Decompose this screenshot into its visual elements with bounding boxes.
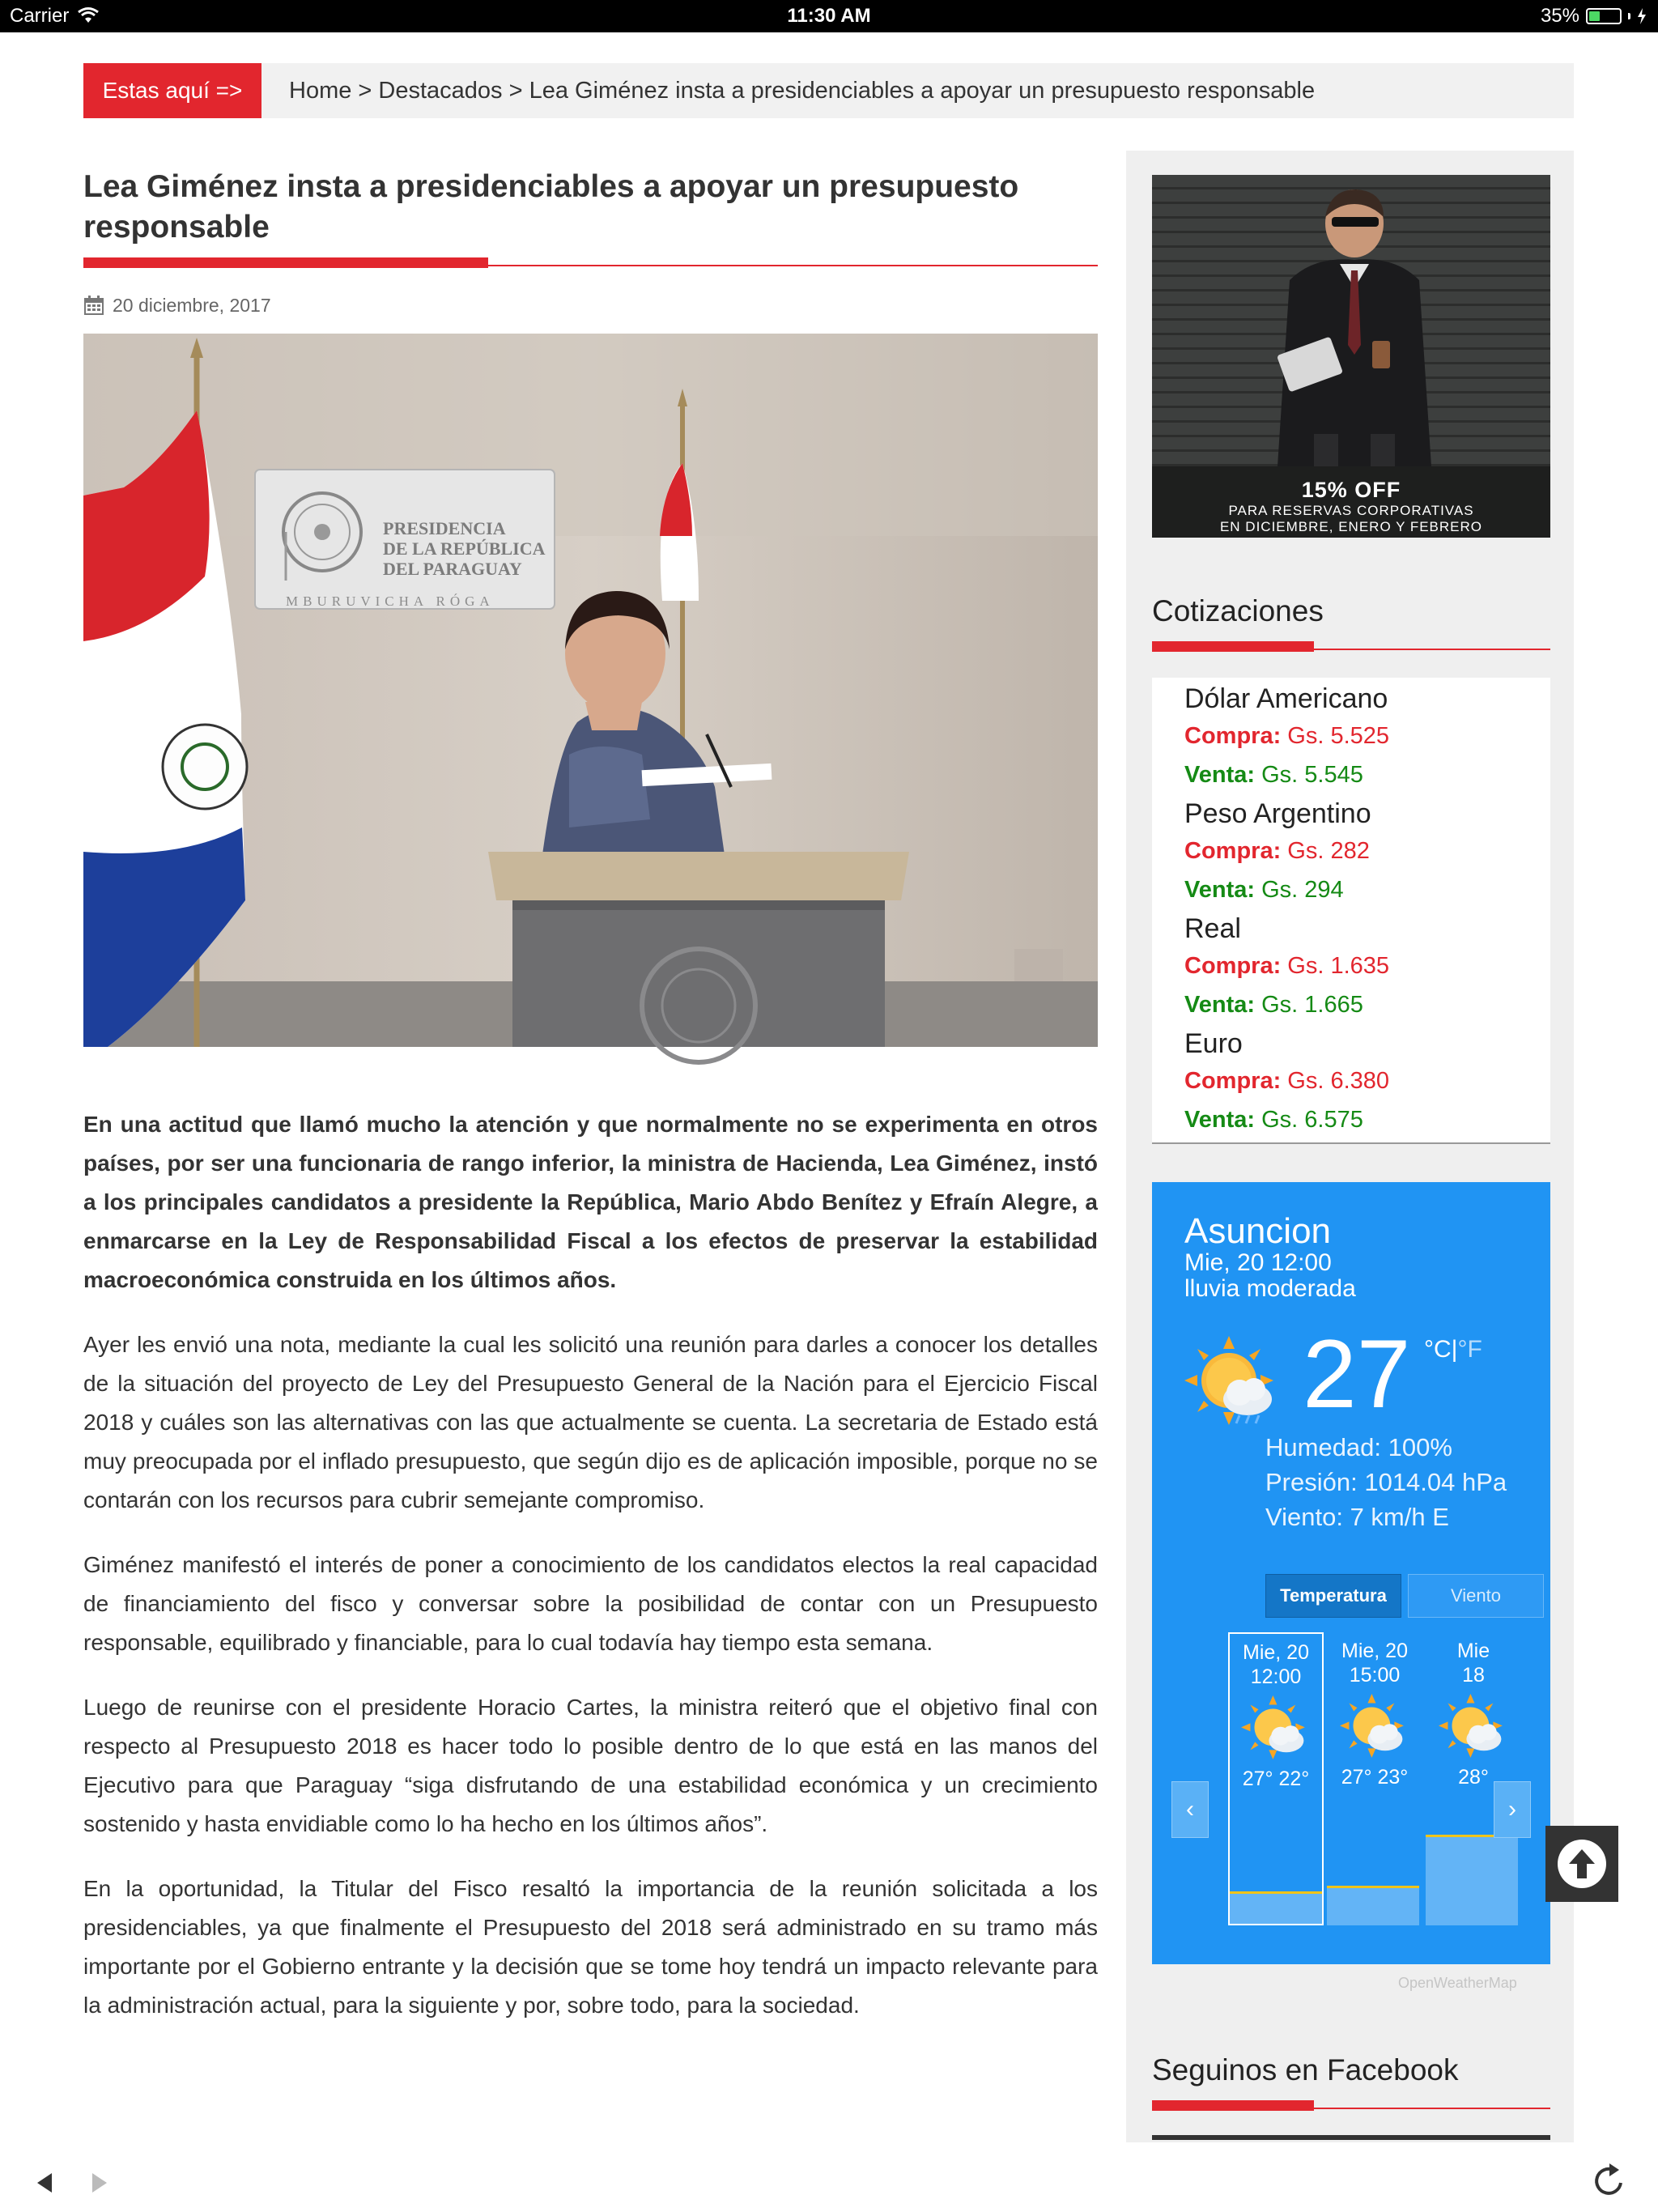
weather-description: lluvia moderada bbox=[1184, 1275, 1356, 1302]
clock: 11:30 AM bbox=[787, 5, 871, 27]
battery-status bbox=[1541, 5, 1647, 28]
article bbox=[83, 167, 1098, 2051]
forecast-day: Mie bbox=[1456, 1640, 1490, 1662]
article-paragraph: Giménez manifestó el interés de poner a conocimiento de los candidatos electos la real capacidad de financiamiento del fisco y conversar sobre la posibilidad de contar con un Presupuesto responsable, equilibrado y financiable, para lo cual todavía hay tiempo esta semana. bbox=[83, 1552, 1098, 1655]
forward-arrow-icon[interactable] bbox=[89, 2172, 110, 2194]
facebook-underline bbox=[1152, 2100, 1550, 2112]
buy-value: Gs. 1.635 bbox=[1287, 953, 1390, 979]
sell-label: Venta: bbox=[1184, 1107, 1256, 1133]
forecast-prev-button[interactable] bbox=[1171, 1781, 1209, 1838]
chevron-right-icon: › bbox=[1508, 1796, 1516, 1823]
rate-item bbox=[1184, 1026, 1550, 1139]
forecast-bar bbox=[1327, 1886, 1419, 1925]
weather-tabs bbox=[1265, 1574, 1544, 1618]
ad-banner[interactable] bbox=[1152, 175, 1550, 538]
sell-value: Gs. 294 bbox=[1261, 877, 1344, 903]
currency-name: Dólar Americano bbox=[1184, 683, 1388, 714]
forecast-bar bbox=[1230, 1891, 1322, 1924]
status-bar bbox=[0, 0, 1658, 32]
weather-temperature: 27 bbox=[1303, 1320, 1411, 1428]
weather-pressure: Presión: 1014.04 hPa bbox=[1265, 1468, 1507, 1496]
rate-item bbox=[1184, 796, 1550, 909]
forecast-temps: 27° 23° bbox=[1341, 1766, 1409, 1789]
rate-item bbox=[1184, 681, 1550, 794]
buy-label: Compra: bbox=[1184, 1068, 1282, 1094]
forecast-temps: 28° bbox=[1458, 1766, 1489, 1789]
forecast-day: Mie, 20 bbox=[1341, 1640, 1408, 1662]
facebook-embed-edge bbox=[1152, 2135, 1550, 2140]
date-text: 20 diciembre, 2017 bbox=[113, 294, 271, 316]
forecast-strip bbox=[1228, 1632, 1490, 1925]
carrier-name: Carrier bbox=[10, 5, 70, 27]
charging-bolt-icon bbox=[1637, 8, 1647, 24]
sell-value: Gs. 1.665 bbox=[1261, 992, 1363, 1018]
sell-label: Venta: bbox=[1184, 992, 1256, 1018]
article-lead-paragraph: En una actitud que llamó mucho la atención y que normalmente no se experimenta en otros países, por ser una funcionaria de rango inferior, la ministra de Hacienda, Lea Giménez, instó a los principales candidatos a presidente la República, Mario Abdo Benítez y Efraín Alegre, a enmarcarse en la Ley de Responsabilidad Fiscal a los efectos de preservar la estabilidad macroeconómica construida en los últimos años. bbox=[83, 1112, 1098, 1292]
article-photo bbox=[83, 334, 1098, 1047]
breadcrumb-label: Estas aquí => bbox=[83, 63, 261, 118]
forecast-time: 15:00 bbox=[1349, 1664, 1401, 1687]
article-paragraph: En la oportunidad, la Titular del Fisco resaltó la importancia de la reunión solicitada a los presidenciables, ya que finalmente el Presupuesto del 2018 será administrado en su tramo más importante por el Gobierno entrante y la decisión que se tome hoy tendrá un impacto relevante para la administración actual, para la siguiente y por, sobre todo, para la sociedad. bbox=[83, 1876, 1098, 2018]
rate-item bbox=[1184, 911, 1550, 1024]
buy-value: Gs. 5.525 bbox=[1287, 723, 1390, 749]
unit-celsius[interactable]: °C bbox=[1424, 1336, 1452, 1363]
ad-headline: 15% OFF bbox=[1301, 478, 1401, 502]
browser-toolbar bbox=[0, 2154, 1658, 2212]
unit-separator: | bbox=[1451, 1336, 1458, 1363]
weather-wind: Viento: 7 km/h E bbox=[1265, 1503, 1449, 1531]
sell-value: Gs. 5.545 bbox=[1261, 762, 1363, 788]
buy-label: Compra: bbox=[1184, 838, 1282, 864]
forecast-slot[interactable] bbox=[1327, 1632, 1422, 1925]
ad-line-2: EN DICIEMBRE, ENERO Y FEBRERO bbox=[1219, 519, 1483, 534]
sidebar bbox=[1126, 151, 1574, 2142]
exchange-rates-list bbox=[1152, 678, 1550, 1144]
breadcrumb bbox=[83, 63, 1574, 118]
sign-line-2: DE LA REPÚBLICA bbox=[383, 538, 546, 559]
tab-viento[interactable]: Viento bbox=[1408, 1574, 1544, 1618]
buy-label: Compra: bbox=[1184, 953, 1282, 979]
sign-line-1: PRESIDENCIA bbox=[383, 518, 506, 538]
sell-label: Venta: bbox=[1184, 877, 1256, 903]
calendar-icon bbox=[83, 295, 104, 316]
forecast-temps: 27° 22° bbox=[1242, 1767, 1310, 1790]
scroll-to-top-button[interactable] bbox=[1545, 1826, 1618, 1902]
forecast-next-button[interactable] bbox=[1494, 1781, 1531, 1838]
forecast-slot[interactable] bbox=[1426, 1632, 1521, 1925]
weather-credit[interactable]: OpenWeatherMap bbox=[1398, 1975, 1517, 1991]
buy-label: Compra: bbox=[1184, 723, 1282, 749]
battery-percent: 35% bbox=[1540, 5, 1579, 27]
breadcrumb-path[interactable]: Home > Destacados > Lea Giménez insta a presidenciables a apoyar un presupuesto responsable bbox=[289, 77, 1316, 104]
battery-icon bbox=[1586, 8, 1622, 24]
currency-name: Real bbox=[1184, 913, 1241, 944]
article-date bbox=[83, 293, 1098, 317]
sign-line-3: DEL PARAGUAY bbox=[383, 559, 522, 579]
chevron-left-icon: ‹ bbox=[1186, 1796, 1194, 1823]
ad-line-1: PARA RESERVAS CORPORATIVAS bbox=[1228, 503, 1474, 518]
tab-temperatura[interactable]: Temperatura bbox=[1265, 1574, 1401, 1618]
sell-value: Gs. 6.575 bbox=[1261, 1107, 1363, 1133]
currency-name: Euro bbox=[1184, 1028, 1243, 1059]
buy-value: Gs. 6.380 bbox=[1287, 1068, 1390, 1094]
cotizaciones-title: Cotizaciones bbox=[1152, 594, 1324, 627]
forecast-day: Mie, 20 bbox=[1243, 1641, 1309, 1664]
reload-icon[interactable] bbox=[1592, 2162, 1627, 2199]
forecast-time: 12:00 bbox=[1250, 1665, 1302, 1688]
forecast-time: 18 bbox=[1462, 1664, 1485, 1687]
buy-value: Gs. 282 bbox=[1287, 838, 1370, 864]
currency-name: Peso Argentino bbox=[1184, 798, 1371, 829]
title-underline bbox=[83, 257, 1098, 269]
unit-toggle[interactable] bbox=[1424, 1336, 1482, 1363]
sign-line-4: MBURUVICHA RÓGA bbox=[286, 593, 495, 609]
forecast-bar bbox=[1426, 1835, 1518, 1925]
weather-datetime: Mie, 20 12:00 bbox=[1184, 1249, 1332, 1276]
sell-label: Venta: bbox=[1184, 762, 1256, 788]
article-title: Lea Giménez insta a presidenciables a apoyar un presupuesto responsable bbox=[83, 169, 1019, 245]
arrow-up-circle-icon bbox=[1556, 1838, 1608, 1890]
article-paragraph: Luego de reunirse con el presidente Horacio Cartes, la ministra reiteró que el objetivo final con respecto al Presupuesto 2018 es hacer todo lo posible dentro de lo que está en las manos del Ejecutivo para que Paraguay “siga disfrutando de una estabilidad económica y un crecimiento sostenido y hasta envidiable como lo ha hecho en los últimos años”. bbox=[83, 1695, 1098, 1836]
sun-cloud-rain-icon bbox=[1230, 1695, 1322, 1765]
sun-cloud-rain-icon bbox=[1184, 1336, 1282, 1437]
cotizaciones-underline bbox=[1152, 641, 1550, 653]
weather-city: Asuncion bbox=[1184, 1211, 1332, 1251]
article-body bbox=[83, 1105, 1098, 2025]
ad-caption bbox=[1152, 478, 1550, 535]
sun-cloud-rain-icon bbox=[1327, 1694, 1422, 1763]
weather-widget bbox=[1152, 1182, 1550, 1964]
unit-fahrenheit[interactable]: °F bbox=[1457, 1336, 1482, 1363]
article-paragraph: Ayer les envió una nota, mediante la cual les solicitó una reunión para darles a conocer los detalles de la situación del proyecto de Ley del Presupuesto General de la Nación para el Ejercicio Fiscal 2018 y cuáles son las alternativas con las que actualmente se cuenta. La secretaria de Estado está muy preocupada por el inflado presupuesto, que según dijo es de aplicación imposible, porque no se contarán con los recursos para cubrir semejante compromiso. bbox=[83, 1332, 1098, 1512]
facebook-title: Seguinos en Facebook bbox=[1152, 2053, 1459, 2087]
weather-humidity: Humedad: 100% bbox=[1265, 1433, 1452, 1461]
back-arrow-icon[interactable] bbox=[34, 2172, 55, 2194]
forecast-slot[interactable] bbox=[1228, 1632, 1324, 1925]
sun-cloud-rain-icon bbox=[1426, 1694, 1521, 1763]
